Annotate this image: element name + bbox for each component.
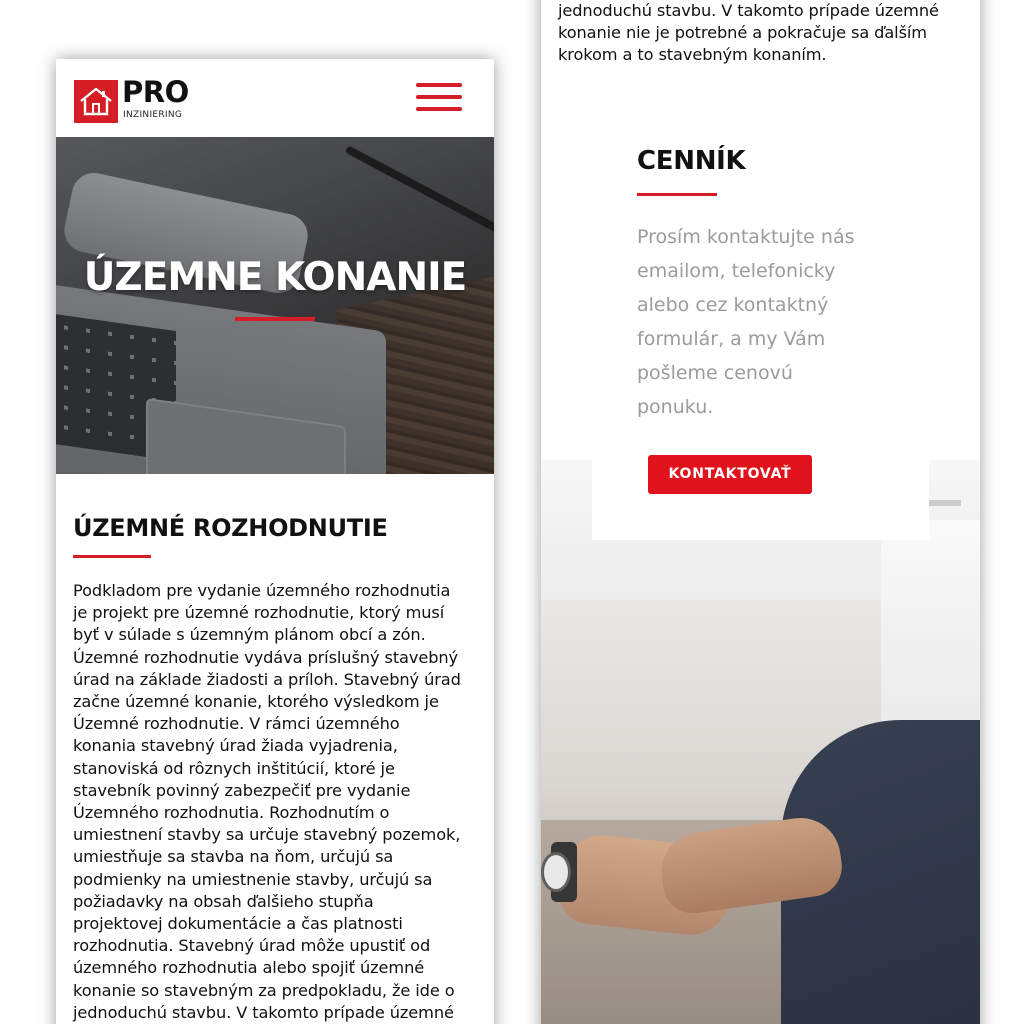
pricing-title-underline: [637, 193, 717, 196]
section-body-text: Podkladom pre vydanie územného rozhodnutia je projekt pre územné rozhodnutie, ktorý musí byť v súlade s územným plánom obcí a zón. Územné rozhodnutie vydáva príslušný stavebný úrad na základe žiadosti a príloh. Stavebný úrad začne územné konanie, ktorého výsledkom je Územné rozhodnutie. V rámci územného konania stavebný úrad žiada vyjadrenia, stanoviská od rôznych inštitúcií, ktoré je stavebník povinný zabezpečiť pre vydanie Územného rozhodnutia. Rozhodnutím o umiestnení stavby sa určuje stavebný pozemok, umiestňuje sa stavba na ňom, určujú sa podmienky na umiestnenie stavby, určujú sa požiadavky na obsah ďalšieho stupňa projektovej dokumentácie a čas platnosti rozhodnutia. Stavebný úrad môže upustiť od územného rozhodnutia alebo spojiť územné konanie so stavebným za predpokladu, že ide o jednoduchú stavbu. V takomto prípade územné: [73, 581, 461, 1022]
pricing-text: Prosím kontaktujte nás emailom, telefonicky alebo cez kontaktný formulár, a my Vám pošleme cenovú ponuku.: [637, 226, 855, 418]
hero-title-underline: [235, 317, 315, 321]
logo-text: PRO: [122, 75, 189, 109]
continuation-text: jednoduchú stavbu. V takomto prípade územné konanie nie je potrebné a pokračuje sa ďalším krokom a to stavebným konaním.: [558, 1, 939, 65]
phone-screen-right: [541, 0, 980, 1024]
hero-title: ÚZEMNE KONANIE: [83, 255, 467, 300]
site-header: [56, 59, 494, 137]
photo-overlay: [541, 460, 980, 1024]
section-title: ÚZEMNÉ ROZHODNUTIE: [73, 514, 388, 542]
section-title-underline: [73, 555, 151, 558]
logo-subtext: INZINIERING: [123, 110, 183, 120]
phone-screen-left: [56, 59, 494, 1024]
contact-button[interactable]: KONTAKTOVAŤ: [648, 455, 812, 494]
pricing-title: CENNÍK: [637, 146, 746, 176]
house-icon: [74, 80, 118, 123]
hero-overlay: [56, 137, 494, 474]
hamburger-menu-icon[interactable]: [416, 83, 462, 113]
logo[interactable]: [74, 75, 214, 124]
hero-banner: [56, 137, 494, 474]
handshake-photo: [541, 460, 980, 1024]
